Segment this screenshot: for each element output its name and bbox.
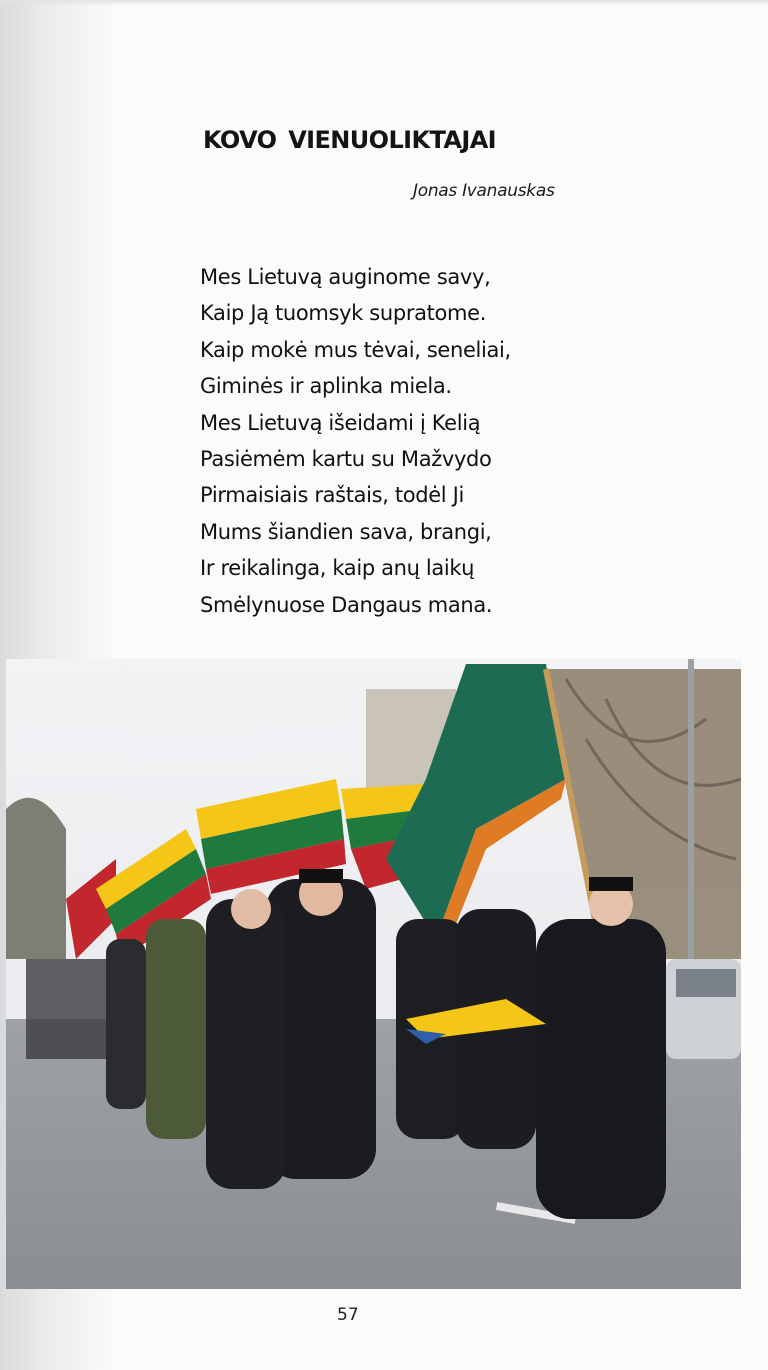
poem-line: Mes Lietuvą išeidami į Kelią <box>200 410 481 435</box>
poem-line: Pasiėmėm kartu su Mažvydo <box>200 447 492 472</box>
poem-line: Mes Lietuvą auginome savy, <box>200 265 491 289</box>
poem-body <box>200 259 511 623</box>
page-top-edge <box>0 0 768 6</box>
poem-title: KOVO VIENUOLIKTAJAI <box>203 126 496 154</box>
poem-author: Jonas Ivanauskas <box>413 181 555 201</box>
poem-line: Giminės ir aplinka miela. <box>200 374 452 399</box>
white-car <box>666 959 741 1059</box>
parade-photo <box>6 659 741 1289</box>
poem-line: Ir reikalinga, kaip anų laikų <box>200 556 475 581</box>
poem-line: Smėlynuose Dangaus mana. <box>200 592 493 617</box>
page-number: 57 <box>337 1305 359 1325</box>
poem-line: Kaip Ją tuomsyk supratome. <box>200 301 487 326</box>
poem-line: Pirmaisiais raštais, todėl Ji <box>200 483 464 508</box>
poem-line: Mums šiandien sava, brangi, <box>200 519 492 544</box>
poem-line: Kaip mokė mus tėvai, seneliai, <box>200 337 511 362</box>
